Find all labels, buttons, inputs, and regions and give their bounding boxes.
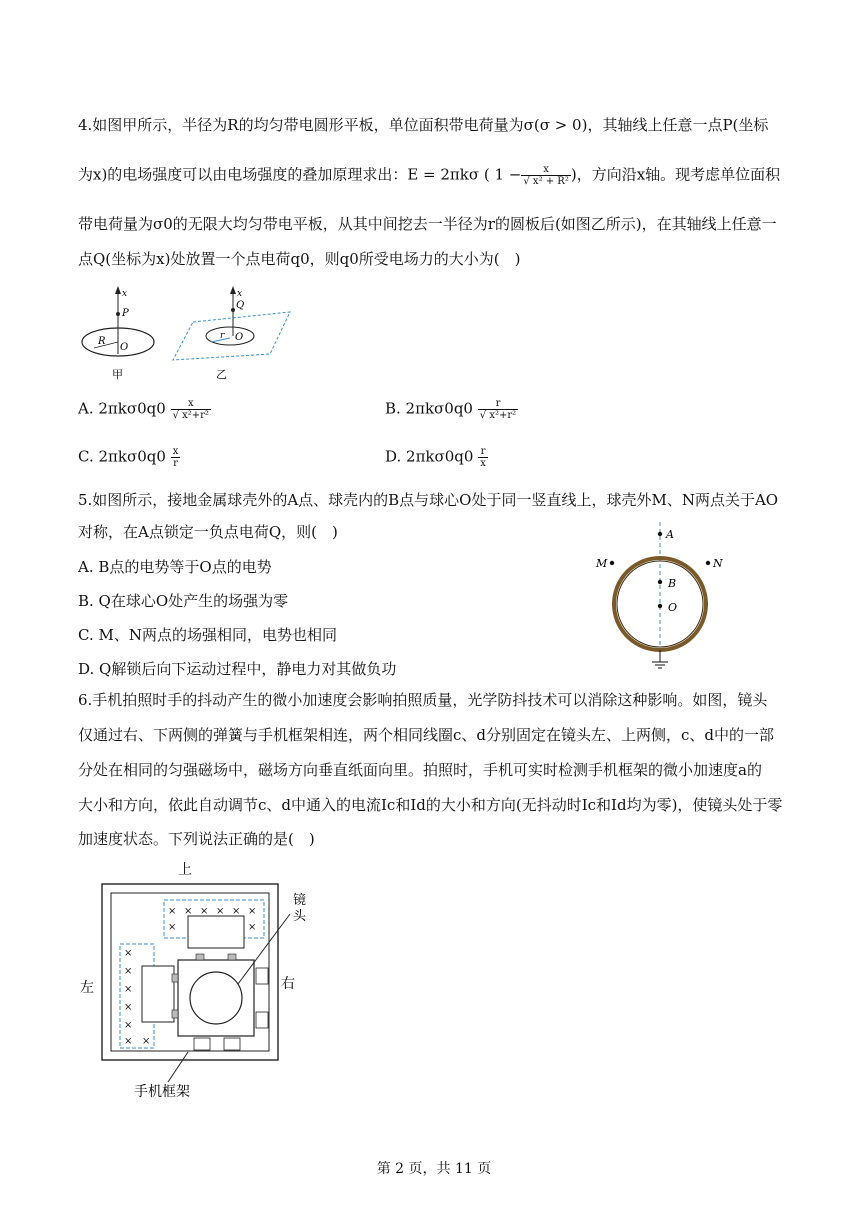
label-top: 上 [178,862,192,878]
q4-option-c[interactable] [78,446,180,469]
cross-t1: × [168,906,177,917]
q4-formula-fraction [521,164,570,187]
label-q: Q [236,300,245,311]
axis-yi-arrow [230,286,236,294]
q4-option-b-den: √ x²+r² [479,410,517,421]
q4-option-d-frac [478,446,488,469]
spring-bottom-1 [194,1038,210,1050]
frame-pointer [168,1052,188,1082]
q6-line-4: 大小和方向，依此自动调节c、d中通入的电流Ic和Id的大小和方向(无抖动时Ic和Id均为零)，使镜头处于零 [78,796,783,814]
q4-option-b-frac [478,398,518,421]
spring-bottom-2 [224,1038,240,1050]
q4-option-b-label: B. 2πkσ0q0 [385,399,473,418]
q4-line-2-text: 为x)的电场强度可以由电场强度的叠加原理求出：E = 2πkσ ( 1 − [78,165,522,184]
coil-d [188,916,244,948]
label-lens-1: 镜 [293,893,307,908]
cross-l3: × [124,984,133,995]
label-right: 右 [281,976,295,992]
q6-line-5: 加速度状态。下列说法正确的是( ) [78,830,315,848]
label-n: N [713,557,723,570]
q4-formula-num: x [521,164,570,176]
q4-option-d-den: x [480,458,486,469]
cross-t5: × [232,906,241,917]
q5-line-1: 5.如图所示，接地金属球壳外的A点、球壳内的B点与球心O处于同一竖直线上，球壳外M、N两点关于AO [78,491,779,509]
q4-option-a-frac [171,398,211,421]
q4-option-d-label: D. 2πkσ0q0 [385,447,474,466]
label-a: A [666,528,674,541]
cross-t3: × [200,906,209,917]
q4-option-c-label: C. 2πkσ0q0 [78,447,166,466]
connector-left-1 [172,974,178,982]
label-frame: 手机框架 [134,1084,190,1100]
q4-option-a-num: x [171,398,211,410]
coil-c [142,966,174,1022]
point-p [116,312,120,316]
cross-l4: × [124,1002,133,1013]
point-n [706,561,710,565]
label-b: B [668,577,677,590]
cross-t7: × [168,922,177,933]
q4-option-b-num: r [478,398,518,410]
axis-jia-arrow [115,286,121,294]
cross-t2: × [184,906,193,917]
q4-option-a[interactable] [78,398,211,421]
page-footer: 第 2 页，共 11 页 [376,1161,492,1177]
label-jia: 甲 [112,368,123,381]
q4-formula-den: √ x² + R² [523,176,569,187]
q6-line-1: 6.手机拍照时手的抖动产生的微小加速度会影响拍照质量，光学防抖技术可以消除这种影响。如图，镜头 [78,691,768,709]
q4-option-c-den: r [173,458,178,469]
point-o [658,604,662,608]
cross-l2: × [124,966,133,977]
q4-option-c-frac [171,446,181,469]
q4-option-c-num: x [172,446,179,457]
q4-line-2-tail: )，方向沿x轴。现考虑单位面积 [570,165,781,184]
hole-yi [206,327,254,345]
q4-option-a-den: √ x²+r² [172,410,209,421]
lens [190,972,242,1024]
point-q [231,308,235,312]
q4-option-a-label: A. 2πkσ0q0 [78,399,166,418]
q5-option-a[interactable]: A. B点的电势等于O点的电势 [78,558,272,576]
cross-l5: × [124,1020,133,1031]
label-r: r [220,331,225,341]
q5-line-2: 对称，在A点锁定一负点电荷Q，则( ) [78,523,338,541]
label-R: R [98,336,106,347]
label-x-yi: x [237,289,243,299]
label-left: 左 [80,980,94,996]
label-p: P [122,308,129,319]
label-o: O [668,601,678,614]
cross-t8: × [248,922,257,933]
cross-l7: × [142,1036,151,1047]
cross-l6: × [124,1036,133,1047]
cross-t4: × [216,906,225,917]
label-x-jia: x [122,289,128,299]
q4-line-4: 点Q(坐标为x)处放置一个点电荷q0，则q0所受电场力的大小为( ) [78,250,521,268]
q5-option-c[interactable]: C. M、N两点的场强相同，电势也相同 [78,626,337,644]
spring-right-2 [256,1012,268,1028]
q6-line-3: 分处在相同的匀强磁场中，磁场方向垂直纸面向里。拍照时，手机可实时检测手机框架的微小加速度a的 [78,761,762,779]
q4-line-1: 4.如图甲所示，半径为R的均匀带电圆形平板，单位面积带电荷量为σ(σ > 0)，其轴线上任意一点P(坐标 [78,116,769,134]
cross-t6: × [248,906,257,917]
q4-option-d[interactable] [385,446,488,469]
connector-top-2 [228,954,236,960]
q5-figure [590,518,730,678]
point-a [658,532,662,536]
q4-figure [78,282,298,382]
q5-option-d[interactable]: D. Q解锁后向下运动过程中，静电力对其做负功 [78,660,397,678]
q4-option-d-num: r [478,446,488,458]
label-m: M [596,557,608,570]
spring-right-1 [256,968,268,984]
label-o-yi: O [235,332,244,343]
label-yi: 乙 [216,368,227,381]
label-lens-2: 头 [293,909,307,924]
q4-line-3: 带电荷量为σ0的无限大均匀带电平板，从其中间挖去一半径为r的圆板后(如图乙所示)，在其轴线上任意一 [78,215,777,233]
plate-yi [173,312,290,360]
label-o-jia: O [120,342,129,353]
q5-option-b[interactable]: B. Q在球心O处产生的场强为零 [78,592,289,610]
q6-line-2: 仅通过右、下两侧的弹簧与手机框架相连，两个相同线圈c、d分别固定在镜头左、上两侧，c、d中的一部 [78,726,775,744]
q4-option-b[interactable] [385,398,518,421]
cross-l1: × [124,948,133,959]
q6-figure [78,856,338,1106]
point-b [658,580,662,584]
connector-left-2 [172,1010,178,1018]
connector-top-1 [196,954,204,960]
point-m [610,561,614,565]
q4-line-2 [78,164,780,187]
